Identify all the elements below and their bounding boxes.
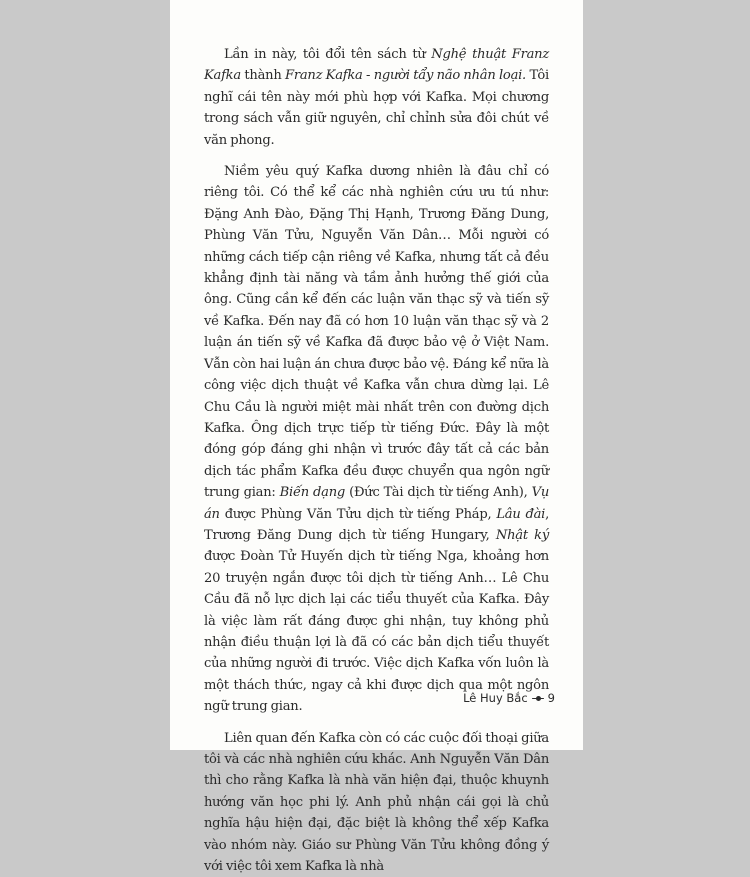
- text-run: Tôi nghĩ cái tên này mới phù hợp với Kafka. Mọi chương trong sách vẫn giữ nguyên, chỉ chỉnh sửa đôi chút về văn phong.: [204, 68, 549, 148]
- footer-author: Lê Huy Bắc: [463, 691, 528, 705]
- italic-title: Lâu đài: [496, 506, 546, 522]
- italic-title: Franz Kafka - người tẩy não nhân loại.: [284, 68, 526, 84]
- page-number: 9: [547, 691, 555, 705]
- text-run: thành: [240, 68, 285, 84]
- book-page: [170, 0, 583, 875]
- running-footer: [463, 691, 555, 705]
- italic-title: Nghệ thuật Franz Kafka: [204, 47, 550, 84]
- text-run: Niềm yêu quý Kafka dương nhiên là đâu chỉ có riêng tôi. Có thể kể các nhà nghiên cứu ưu tú như: Đặng Anh Đào, Đặng Thị Hạnh, Trương Đăng Dung, Phùng Văn Tửu, Nguyễn Văn Dân… Mỗi người có những cách tiếp cận riêng về Kafka, nhưng tất cả đều khẳng định tài năng và tầm ảnh hưởng thế giới của ông. Cũng cần kể đến các luận văn thạc sỹ và tiến sỹ về Kafka. Đến nay đã có hơn 10 luận văn thạc sỹ và 2 luận án tiến sỹ về Kafka đã được bảo vệ ở Việt Nam. Vẫn còn hai luận án chưa được bảo vệ. Đáng kể nữa là công việc dịch thuật về Kafka vẫn chưa dừng lại. Lê Chu Cầu là người miệt mài nhất trên con đường dịch Kafka. Ông dịch trực tiếp từ tiếng Đức. Đây là một đóng góp đáng ghi nhận vì trước đây tất cả các bản dịch tác phẩm Kafka đều được chuyển qua ngôn ngữ trung gian:: [204, 164, 549, 501]
- text-run: được Đoàn Tử Huyến dịch từ tiếng Nga, khoảng hơn 20 truyện ngắn được tôi dịch từ tiếng Anh… Lê Chu Cầu đã nỗ lực dịch lại các tiểu thuyết của Kafka. Đây là việc làm rất đáng được ghi nhận, tuy không phủ nhận điều thuận lợi là đã có các bản dịch tiểu thuyết của những người đi trước. Việc dịch Kafka vốn luôn là một thách thức, ngay cả khi được dịch qua một ngôn ngữ trung gian.: [204, 549, 549, 715]
- italic-title: Nhật ký: [495, 527, 549, 543]
- italic-title: Vụ án: [204, 485, 549, 522]
- text-run: , Trương Đăng Dung dịch từ tiếng Hungary,: [204, 506, 549, 543]
- text-run: Lần in này, tôi đổi tên sách từ: [224, 47, 432, 62]
- italic-title: Biến dạng: [279, 485, 346, 501]
- text-run: (Đức Tài dịch từ tiếng Anh),: [345, 485, 532, 501]
- body-text: [204, 44, 549, 877]
- leaf-ornament-icon: [532, 695, 544, 702]
- text-run: Liên quan đến Kafka còn có các cuộc đối thoại giữa tôi và các nhà nghiên cứu khác. Anh Nguyễn Văn Dân thì cho rằng Kafka là nhà văn hiện đại, thuộc khuynh hướng văn học phi lý. Anh phủ nhận cái gọi là chủ nghĩa hậu hiện đại, đặc biệt là không thể xếp Kafka vào nhóm này. Giáo sư Phùng Văn Tửu không đồng ý với việc tôi xem Kafka là nhà: [204, 730, 549, 875]
- paragraph: [204, 728, 549, 877]
- text-run: được Phùng Văn Tửu dịch từ tiếng Pháp,: [219, 506, 497, 522]
- paragraph: [204, 161, 549, 718]
- paragraph: [204, 44, 549, 151]
